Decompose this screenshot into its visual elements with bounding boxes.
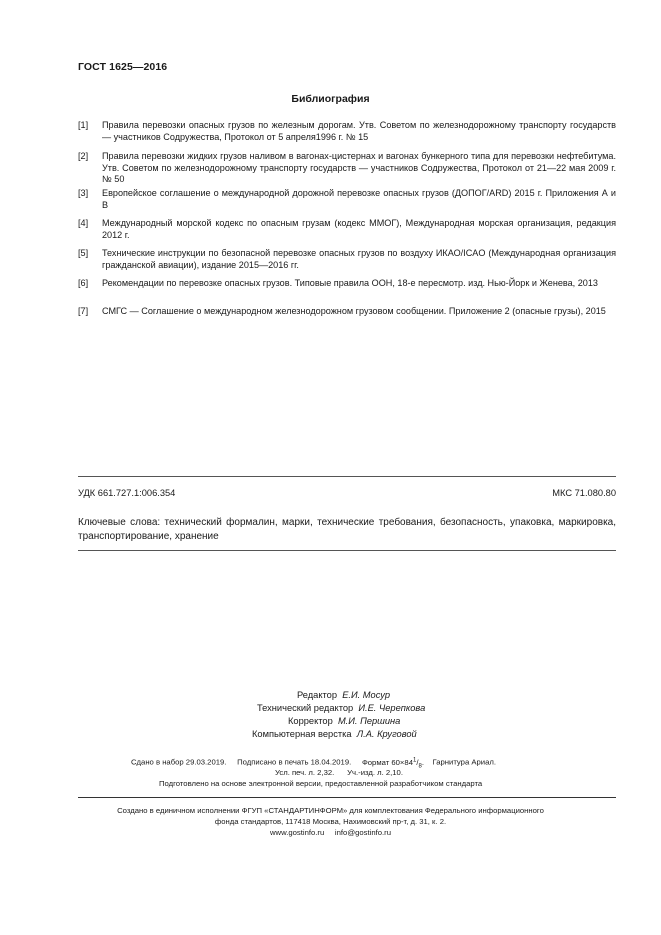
format-prefix: Формат 60×84	[361, 757, 413, 767]
tech-editor-line	[257, 702, 425, 714]
bibliography-item	[78, 188, 616, 211]
reference-text: Технические инструкции по безопасной перевозке опасных грузов по воздуху ИКАО/ICAO (Международная организация гражданской авиации), издание 2015—2016 гг.	[102, 248, 616, 270]
corrector-label: Корректор	[288, 716, 333, 726]
bibliography-item	[78, 120, 616, 143]
reference-number: [4]	[78, 218, 89, 228]
tech-editor-label: Технический редактор	[257, 703, 354, 713]
reference-text: Правила перевозки жидких грузов наливом в вагонах-цистернах и вагонах бункерного типа для перевозки нефтебитума. Утв. Советом по железнодорожному транспорту государств — участников Содружества, Протокол от 21—22 мая 2009 г. № 50	[102, 151, 616, 185]
editor-line	[297, 689, 390, 701]
reference-text: Европейское соглашение о международной дорожной перевозке опасных грузов (ДОПОГ/ARD) 2015 г. Приложения А и В	[102, 188, 616, 210]
corrector-line	[288, 715, 400, 727]
editor-name: Е.И. Мосур	[342, 690, 391, 700]
tech-editor-name: И.Е. Черепкова	[358, 703, 426, 713]
footer-line-2: фонда стандартов, 117418 Москва, Нахимовский пр-т, д. 31, к. 2.	[214, 817, 447, 826]
reference-number: [6]	[78, 278, 89, 288]
keywords: Ключевые слова: технический формалин, марки, технические требования, безопасность, упаковка, маркировка, транспортирование, хранение	[78, 517, 616, 542]
bibliography-item	[78, 278, 616, 290]
bibliography-item	[78, 248, 616, 271]
divider	[78, 550, 616, 551]
website-link[interactable]: www.gostinfo.ru	[269, 828, 325, 837]
email-link[interactable]: info@gostinfo.ru	[334, 828, 392, 837]
layout-name: Л.А. Круговой	[356, 729, 417, 739]
reference-text: Международный морской кодекс по опасным грузам (кодекс ММОГ), Международная морская организация, редакция 2012 г.	[102, 218, 616, 240]
publication-sheets-count: Уч.-изд. л. 2,10.	[347, 768, 403, 777]
reference-number: [3]	[78, 188, 89, 198]
reference-text: Рекомендации по перевозке опасных грузов. Типовые правила ООН, 18-е пересмотр. изд. Нью-Йорк и Женева, 2013	[102, 278, 598, 288]
divider	[78, 797, 616, 798]
footer-line-1: Создано в единичном исполнении ФГУП «СТАНДАРТИНФОРМ» для комплектования Федерального информационного	[117, 806, 544, 815]
format-sub: 8	[418, 763, 422, 770]
publication-sheets	[275, 767, 403, 778]
bibliography-item	[78, 218, 616, 241]
layout-label: Компьютерная верстка	[252, 729, 352, 739]
udk-code: УДК 661.727.1:006.354	[78, 488, 176, 498]
reference-text: Правила перевозки опасных грузов по железным дорогам. Утв. Советом по железнодорожному транспорту государств — участников Содружества, Протокол от 5 апреля1996 г. № 15	[102, 120, 616, 142]
reference-number: [1]	[78, 120, 89, 130]
footer-contacts	[0, 827, 661, 838]
reference-text: СМГС — Соглашение о международном железнодорожном грузовом сообщении. Приложение 2 (опасные грузы), 2015	[102, 306, 606, 316]
format-sup: 1	[412, 757, 417, 763]
format-suffix: .	[421, 757, 424, 767]
bibliography-title: Библиография	[291, 93, 370, 105]
prepared-note: Подготовлено на основе электронной версии, предоставленной разработчиком стандарта	[159, 779, 483, 788]
document-code: ГОСТ 1625—2016	[78, 61, 168, 73]
signed-date: Подписано в печать 18.04.2019.	[237, 757, 352, 767]
editor-label: Редактор	[297, 690, 338, 700]
reference-number: [5]	[78, 248, 89, 258]
divider	[78, 476, 616, 477]
bibliography-item	[78, 306, 616, 318]
sent-date: Сдано в набор 29.03.2019.	[131, 757, 227, 767]
bibliography-item	[78, 151, 616, 186]
format: Формат $60\times 84^1/_8$.	[361, 757, 424, 770]
mks-code: МКС 71.080.80	[552, 488, 616, 498]
layout-line	[252, 728, 417, 740]
reference-number: [7]	[78, 306, 89, 316]
print-sheets: Усл. печ. л. 2,32.	[275, 768, 335, 777]
corrector-name: М.И. Першина	[337, 716, 401, 726]
font-info: Гарнитура Ариал.	[432, 757, 496, 767]
reference-number: [2]	[78, 151, 89, 161]
